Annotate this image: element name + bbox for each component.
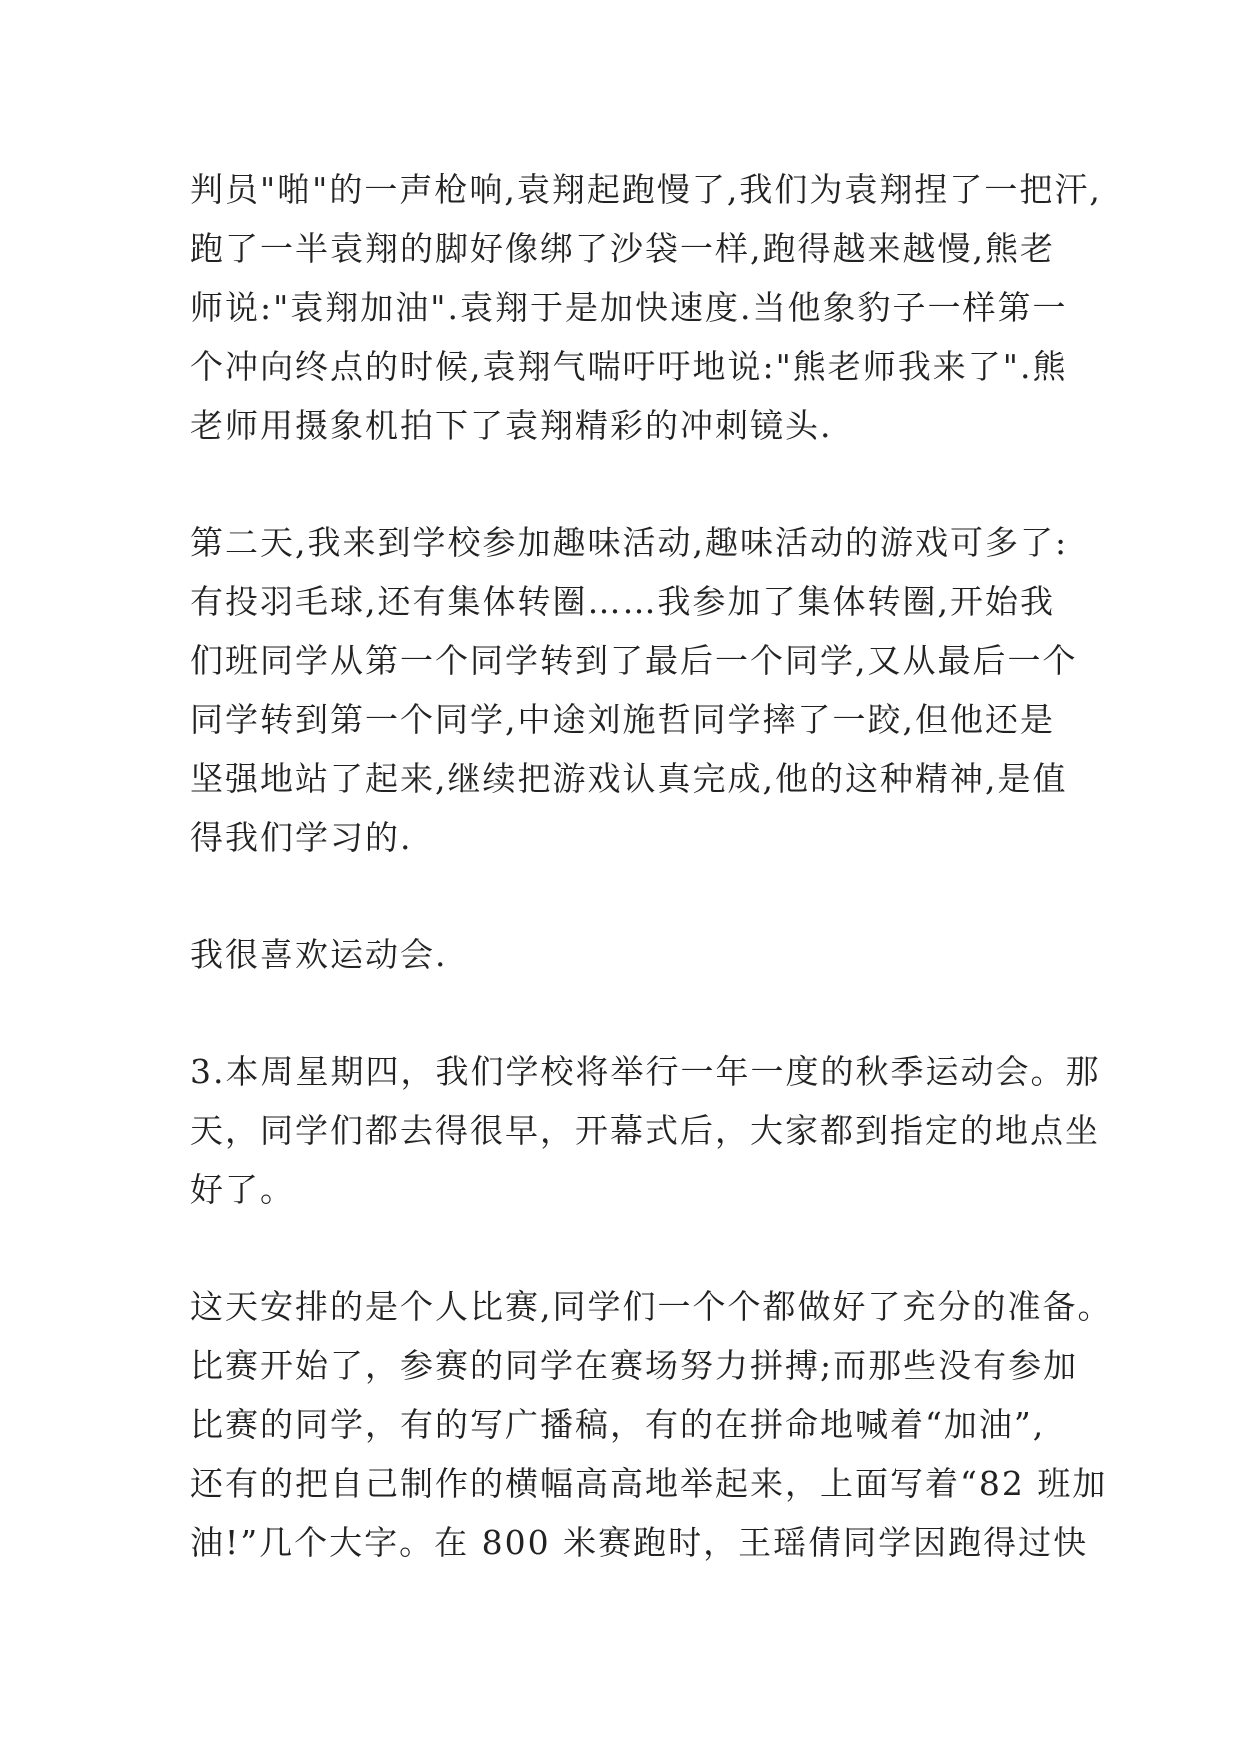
text-line: 坚强地站了起来,继续把游戏认真完成,他的这种精神,是值: [190, 759, 1068, 798]
text-line: 我很喜欢运动会.: [190, 935, 448, 974]
text-line: 得我们学习的.: [190, 818, 413, 857]
text-line: 第二天,我来到学校参加趣味活动,趣味活动的游戏可多了:: [190, 523, 1069, 562]
text-line: 比赛的同学，有的写广播稿，有的在拼命地喊着“加油”,: [190, 1405, 1046, 1444]
text-line: 这天安排的是个人比赛,同学们一个个都做好了充分的准备。: [190, 1287, 1113, 1326]
text-line: 们班同学从第一个同学转到了最后一个同学,又从最后一个: [190, 641, 1078, 680]
text-line: 油!”几个大字。在 800 米赛跑时，王瑶倩同学因跑得过快: [190, 1523, 1089, 1562]
paragraph-2: [190, 513, 1078, 867]
text-line: 师说:"袁翔加油".袁翔于是加快速度.当他象豹子一样第一: [190, 288, 1068, 327]
document-body: [190, 160, 1113, 1630]
text-line: 比赛开始了，参赛的同学在赛场努力拼搏;而那些没有参加: [190, 1346, 1079, 1385]
text-line: 个冲向终点的时候,袁翔气喘吁吁地说:"熊老师我来了".熊: [190, 347, 1068, 386]
text-line: 老师用摄象机拍下了袁翔精彩的冲刺镜头.: [190, 406, 833, 445]
text-line: 判员"啪"的一声枪响,袁翔起跑慢了,我们为袁翔捏了一把汗,: [190, 170, 1102, 209]
text-line: 好了。: [190, 1170, 295, 1209]
text-line: 还有的把自己制作的横幅高高地举起来，上面写着“82 班加: [190, 1464, 1108, 1503]
paragraph-3: [190, 925, 1060, 984]
paragraph-5: [190, 1277, 1113, 1572]
paragraph-1: [190, 160, 1102, 455]
text-line: 天，同学们都去得很早，开幕式后，大家都到指定的地点坐: [190, 1111, 1100, 1150]
text-line: 3.本周星期四，我们学校将举行一年一度的秋季运动会。那: [190, 1052, 1101, 1091]
text-line: 有投羽毛球,还有集体转圈……我参加了集体转圈,开始我: [190, 582, 1055, 621]
text-line: 跑了一半袁翔的脚好像绑了沙袋一样,跑得越来越慢,熊老: [190, 229, 1055, 268]
text-line: 同学转到第一个同学,中途刘施哲同学摔了一跤,但他还是: [190, 700, 1055, 739]
paragraph-4: [190, 1042, 1101, 1219]
